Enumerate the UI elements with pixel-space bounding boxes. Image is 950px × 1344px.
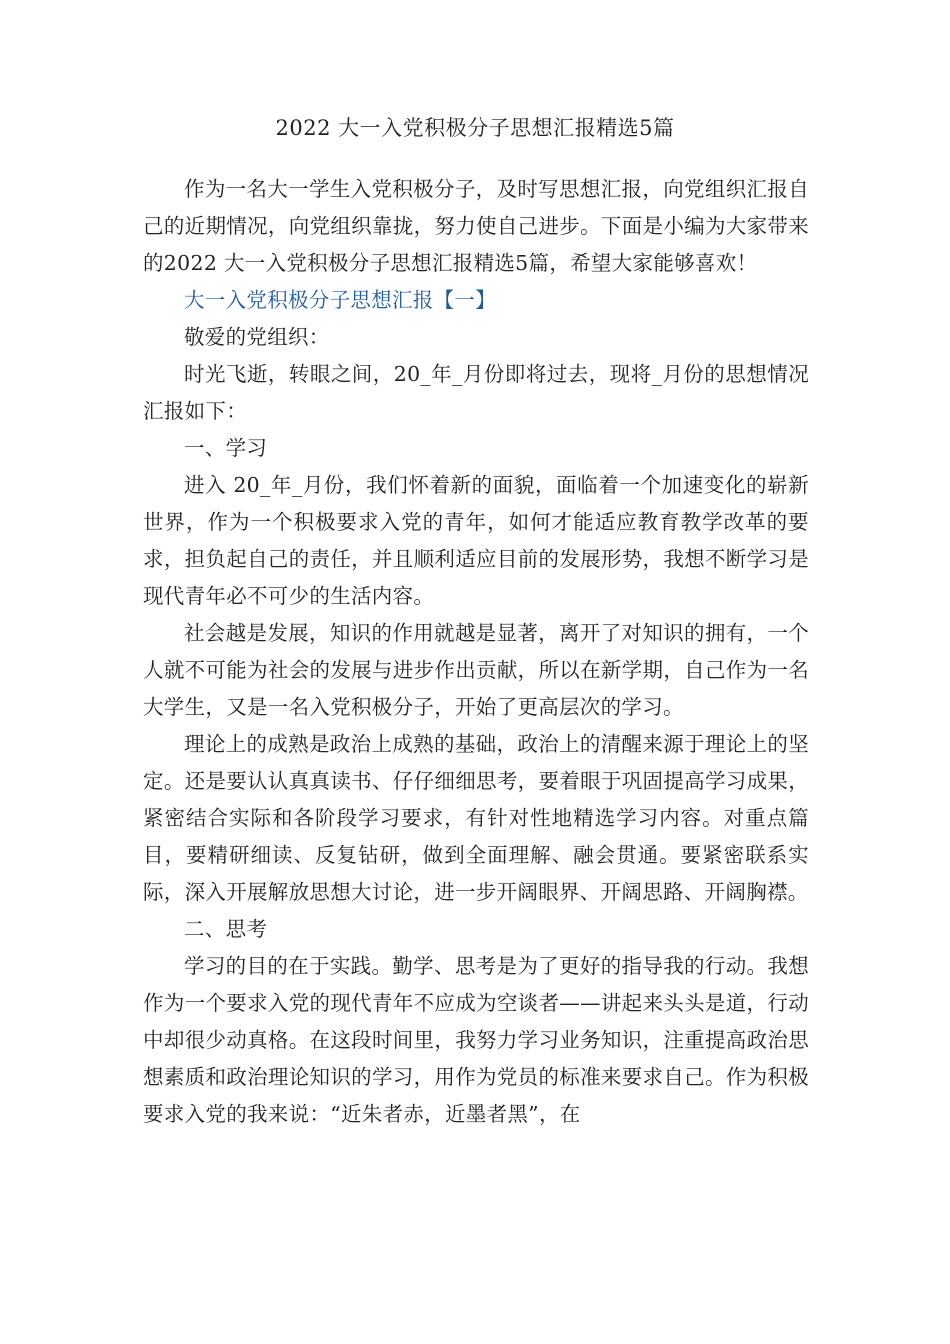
document-body bbox=[143, 171, 809, 1133]
body-paragraph: 社会越是发展，知识的作用就越是显著，离开了对知识的拥有，一个人就不可能为社会的发展与进步作出贡献，所以在新学期，自己作为一名大学生，又是一名入党积极分子，开始了更高层次的学习。 bbox=[143, 621, 809, 719]
body-paragraph: 理论上的成熟是政治上成熟的基础，政治上的清醒来源于理论上的坚定。还是要认认真真读书、仔仔细细思考，要着眼于巩固提高学习成果，紧密结合实际和各阶段学习要求，有针对性地精选学习内容。对重点篇目，要精研细读、反复钻研，做到全面理解、融会贯通。要紧密联系实际，深入开展解放思想大讨论，进一步开阔眼界、开阔思路、开阔胸襟。 bbox=[143, 732, 809, 904]
document-title: 2022 大一入党积极分子思想汇报精选5篇 bbox=[275, 116, 675, 140]
subheading-study: 一、学习 bbox=[184, 436, 268, 460]
intro-paragraph: 作为一名大一学生入党积极分子，及时写思想汇报，向党组织汇报自己的近期情况，向党组织靠拢，努力使自己进步。下面是小编为大家带来的2022 大一入党积极分子思想汇报精选5篇，希望大家能够喜欢！ bbox=[143, 177, 809, 275]
body-paragraph: 时光飞逝，转眼之间，20_年_月份即将过去，现将_月份的思想情况汇报如下： bbox=[143, 362, 809, 423]
section-heading-link[interactable]: 大一入党积极分子思想汇报【一】 bbox=[184, 288, 496, 312]
body-paragraph: 进入 20_年_月份，我们怀着新的面貌，面临着一个加速变化的崭新世界，作为一个积极要求入党的青年，如何才能适应教育教学改革的要求，担负起自己的责任，并且顺利适应目前的发展形势，我想不断学习是现代青年必不可少的生活内容。 bbox=[143, 473, 809, 608]
body-paragraph: 学习的目的在于实践。勤学、思考是为了更好的指导我的行动。我想作为一个要求入党的现代青年不应成为空谈者——讲起来头头是道，行动中却很少动真格。在这段时间里，我努力学习业务知识，注重提高政治思想素质和政治理论知识的学习，用作为党员的标准来要求自己。作为积极要求入党的我来说：“近朱者赤，近墨者黑”，在 bbox=[143, 954, 809, 1126]
salutation: 敬爱的党组织： bbox=[184, 325, 330, 349]
subheading-thinking: 二、思考 bbox=[184, 917, 268, 941]
